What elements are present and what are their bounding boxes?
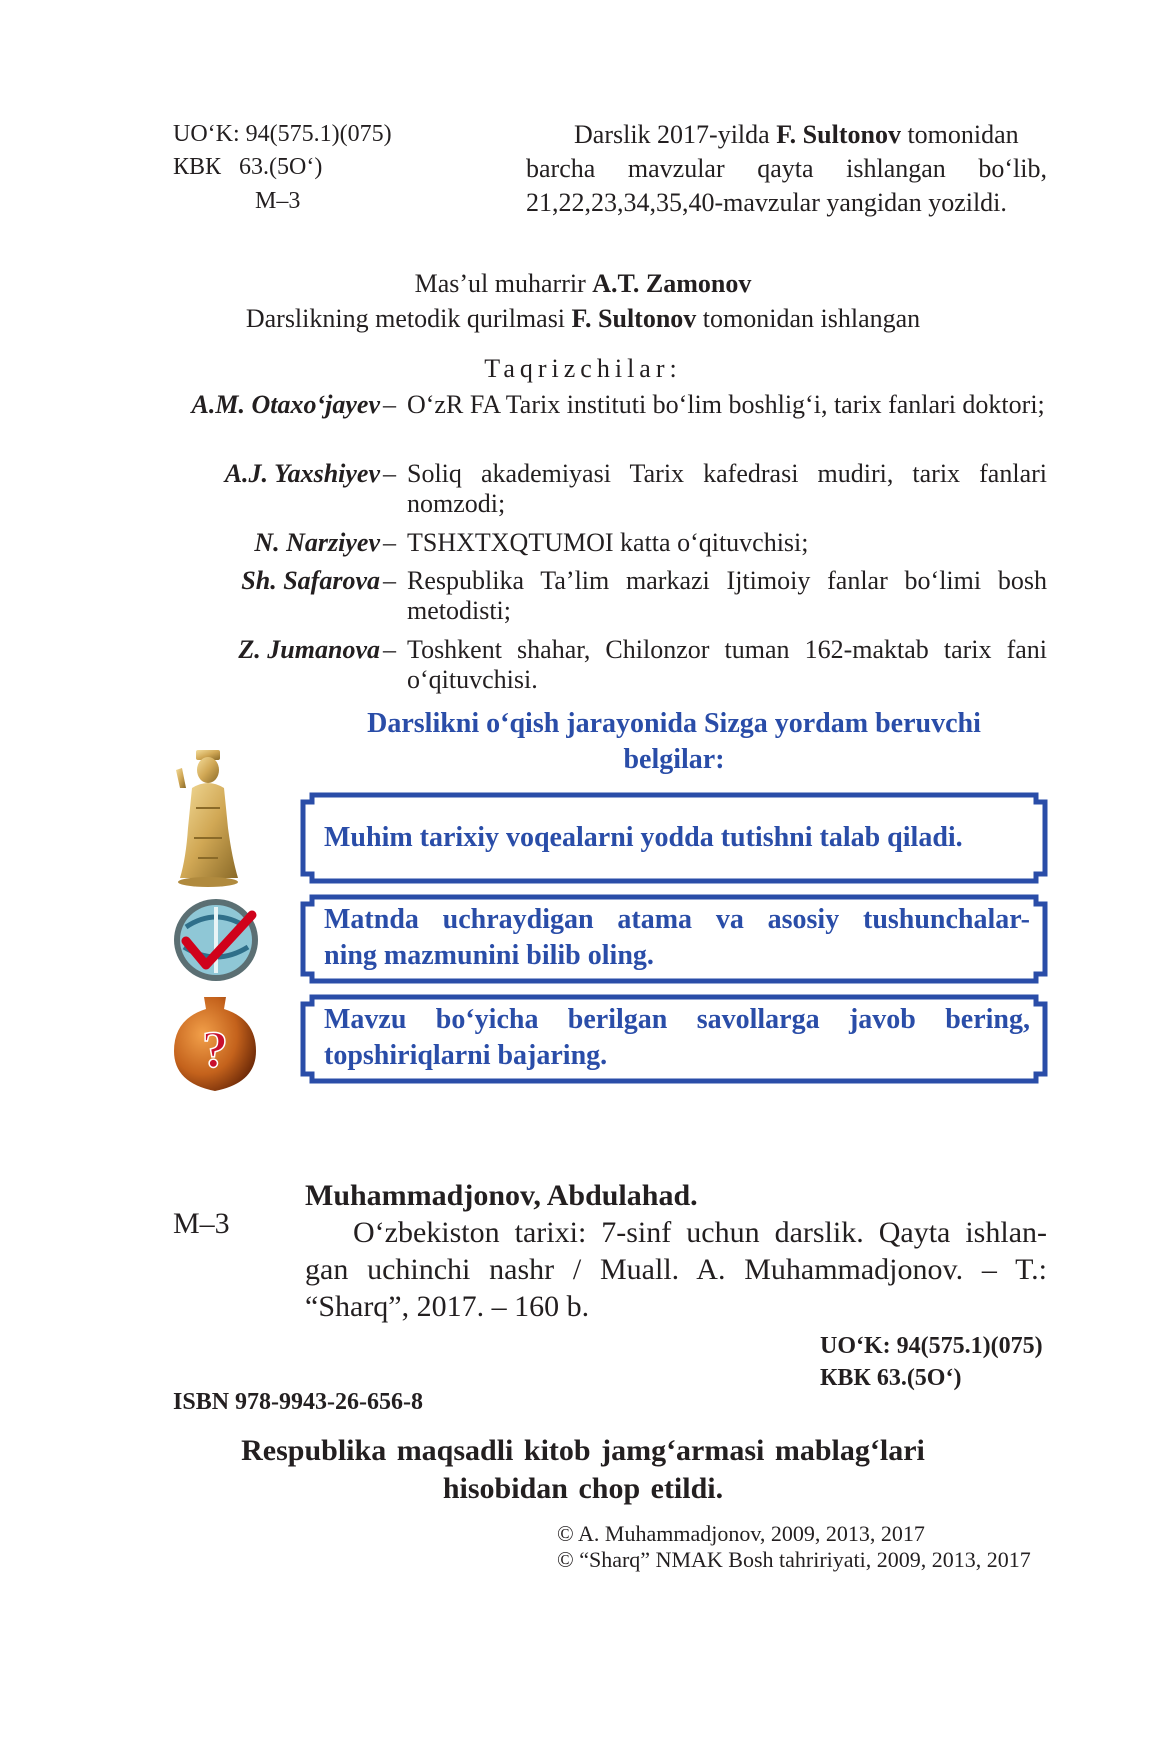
author-mark: M–3 <box>255 188 301 214</box>
reviewer-dash: – <box>383 459 396 488</box>
reviewer-desc: O‘zR FA Tarix instituti bo‘lim boshlig‘i, tarix fanlari doktori; <box>407 390 1045 419</box>
legend-title: Darslikni o‘qish jarayonida Sizga yordam beruvchi belgilar: <box>367 708 981 775</box>
reviewer-dash: – <box>383 635 396 664</box>
reviewer-desc: TSHXTXQTUMOI katta o‘qituvchisi; <box>407 528 809 557</box>
bbk-code: КВК 63.(5O‘) <box>173 154 323 180</box>
svg-text:?: ? <box>202 1022 228 1079</box>
udc-code: UO‘K: 94(575.1)(075) <box>173 121 392 147</box>
legend-text: Matnda uchraydigan atama va asosiy tushunchalar- ning mazmunini bilib oling. <box>324 904 1030 971</box>
question-vase-icon <box>172 995 258 1093</box>
funding-note: Respublika maqsadli kitob jamg‘armasi mablag‘lari hisobidan chop etildi. <box>241 1434 925 1505</box>
reviewer-dash: – <box>383 528 396 557</box>
methodical-author: Darslikning metodik qurilmasi F. Sultonov tomonidan ishlangan <box>245 304 921 333</box>
legend-text: Muhim tarixiy voqealarni yodda tutishni talab qiladi. <box>324 822 963 853</box>
reviewer-desc: Soliq akademiyasi Tarix kafedrasi mudiri, tarix fanlari nomzodi; <box>407 459 1047 518</box>
bibliography-author: Muhammadjonov, Abdulahad. <box>305 1179 698 1212</box>
copyright: © A. Muhammadjonov, 2009, 2013, 2017 © “Sharq” NMAK Bosh tahririyati, 2009, 2013, 2017 <box>557 1521 1031 1572</box>
legend-banner-questions <box>300 994 1048 1084</box>
legend-text: Mavzu bo‘yicha berilgan savollarga javob bering, topshiriqlarni bajaring. <box>324 1004 1030 1071</box>
reviewers-heading: Taqrizchilar: <box>484 354 682 383</box>
reviewer-name: N. Narziyev <box>254 528 380 557</box>
reviewer-name: Z. Jumanova <box>238 635 380 664</box>
revision-note: Darslik 2017-yilda F. Sultonov tomonidan barcha mavzular qayta ishlangan bo‘lib, 21,22,23,34,35,40-mavzular yangidan yozildi. <box>526 120 1047 217</box>
legend-banner-terms <box>300 894 1048 984</box>
reviewer-name: A.J. Yaxshiyev <box>224 459 380 488</box>
checkmark-plate-icon <box>172 897 260 983</box>
reviewer-desc: Respublika Ta’lim markazi Ijtimoiy fanlar bo‘limi bosh metodisti; <box>407 566 1047 625</box>
legend-banner-important <box>300 792 1048 884</box>
reviewer-name: A.M. Otaxo‘jayev <box>191 390 380 419</box>
reviewer-dash: – <box>383 566 396 595</box>
golden-statuette-icon <box>172 748 244 888</box>
reviewer-name: Sh. Safarova <box>241 566 380 595</box>
reviewer-desc: Toshkent shahar, Chilonzor tuman 162-maktab tarix fani o‘qituvchisi. <box>407 635 1047 694</box>
isbn: ISBN 978-9943-26-656-8 <box>173 1389 423 1415</box>
bibliography-description: O‘zbekiston tarixi: 7-sinf uchun darslik. Qayta ishlan- gan uchinchi nashr / Muall. A. Muhammadjonov. – T.: “Sharq”, 2017. – 160 b. <box>305 1216 1047 1323</box>
bibliography-codes: UO‘K: 94(575.1)(075) КВК 63.(5O‘) <box>820 1333 1043 1391</box>
reviewer-dash: – <box>383 390 396 419</box>
bibliography-mark: M–3 <box>173 1207 230 1240</box>
chief-editor: Mas’ul muharrir A.T. Zamonov <box>414 269 752 298</box>
